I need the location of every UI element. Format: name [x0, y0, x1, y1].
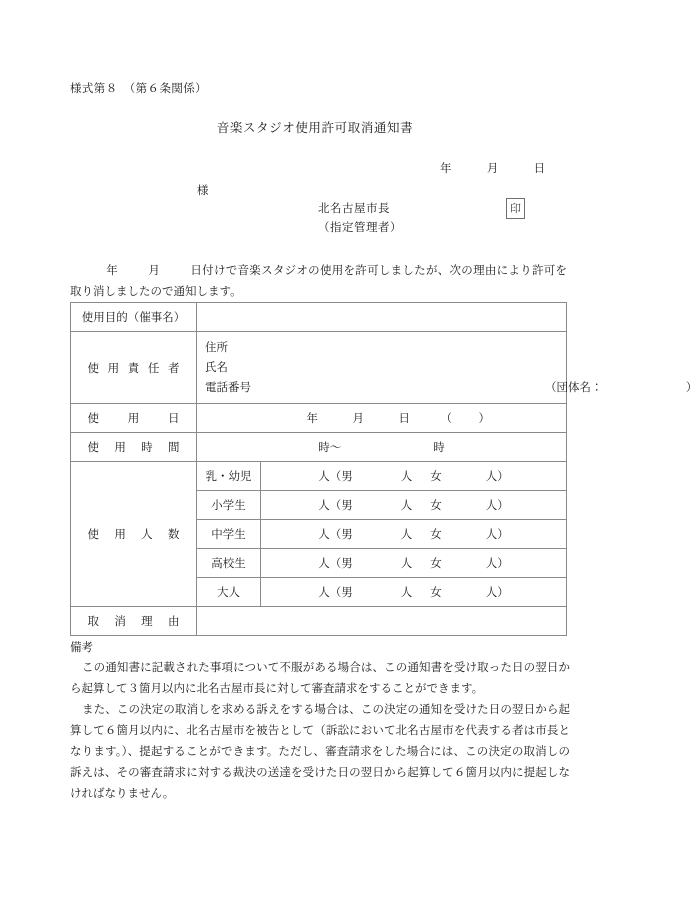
intro-month: 月 — [148, 263, 161, 277]
responsible-field-phone[interactable]: 電話番号 （団体名： ） — [205, 377, 566, 397]
value-use-time[interactable]: 時～ 時 — [197, 433, 567, 462]
value-use-date[interactable]: 年 月 日 （ ） — [197, 404, 567, 433]
table-row-use-date — [71, 404, 567, 433]
intro-year: 年 — [106, 263, 119, 277]
issuer-subtitle: （指定管理者） — [318, 220, 402, 234]
issue-date-line — [440, 160, 545, 176]
label-use-date: 使用日 — [71, 404, 197, 433]
label-responsible: 使用責任者 — [71, 332, 197, 404]
label-people-count: 使用人数 — [71, 462, 197, 607]
table-row-people-infant — [71, 462, 567, 491]
people-count-high-school[interactable]: 人（男 人 女 人） — [261, 549, 567, 578]
responsible-group-name[interactable]: （団体名： ） — [545, 380, 697, 394]
table-row-cancel-reason — [71, 607, 567, 636]
value-responsible — [197, 332, 697, 404]
remarks-paragraph-appeal: この通知書に記載された事項について不服がある場合は、この通知書を受け取った日の翌日から起算して３箇月以内に北名古屋市長に対して審査請求をすることができます。 — [70, 660, 570, 695]
label-cancel-reason: 取消理由 — [71, 607, 197, 636]
people-count-elementary[interactable]: 人（男 人 女 人） — [261, 491, 567, 520]
table-row-responsible — [71, 332, 567, 404]
value-purpose[interactable] — [197, 303, 567, 332]
issue-date-year: 年 — [440, 161, 452, 175]
issue-date-day: 日 — [533, 161, 546, 175]
remarks-paragraph-lawsuit: また、この決定の取消しを求める訴えをする場合は、この決定の通知を受けた日の翌日から起算して６箇月以内に、北名古屋市を被告として（訴訟において北名古屋市を代表する者は市長となります。）、提起することができます。ただし、審査請求をした場合には、この決定の取消しの訴えは、その審査請求に対する裁決の送達を受けた日の翌日から起算して６箇月以内に提起しなければなりません。 — [70, 702, 570, 800]
people-count-adult[interactable]: 人（男 人 女 人） — [261, 578, 567, 607]
responsible-field-name[interactable]: 氏名 — [205, 360, 228, 374]
intro-text: 日付けで音楽スタジオの使用を許可しましたが、次の理由により許可を取り消しましたので通知します。 — [70, 263, 568, 298]
people-category-adult: 大人 — [197, 578, 261, 607]
people-count-junior-high[interactable]: 人（男 人 女 人） — [261, 520, 567, 549]
people-category-junior-high: 中学生 — [197, 520, 261, 549]
seal-stamp-box: 印 — [506, 198, 525, 219]
table-row-purpose — [71, 303, 567, 332]
people-category-high-school: 高校生 — [197, 549, 261, 578]
issuer-name: 北名古屋市長 — [318, 201, 390, 215]
value-cancel-reason[interactable] — [197, 607, 567, 636]
addressee-suffix: 様 — [197, 183, 209, 197]
issue-date-month: 月 — [486, 161, 499, 175]
label-use-time: 使用時間 — [71, 433, 197, 462]
remarks-body — [70, 657, 570, 804]
remarks-label: 備考 — [70, 640, 93, 654]
application-detail-table — [70, 302, 697, 636]
responsible-field-address[interactable]: 住所 — [205, 340, 228, 354]
people-category-elementary: 小学生 — [197, 491, 261, 520]
label-purpose: 使用目的（催事名） — [71, 303, 197, 332]
people-category-infant: 乳・幼児 — [197, 462, 261, 491]
document-title: 音楽スタジオ使用許可取消通知書 — [216, 120, 414, 135]
form-number: 様式第８ （第６条関係） — [70, 81, 208, 95]
intro-paragraph — [70, 260, 567, 302]
people-count-infant[interactable]: 人（男 人 女 人） — [261, 462, 567, 491]
table-row-use-time — [71, 433, 567, 462]
responsible-field-list — [197, 332, 697, 403]
